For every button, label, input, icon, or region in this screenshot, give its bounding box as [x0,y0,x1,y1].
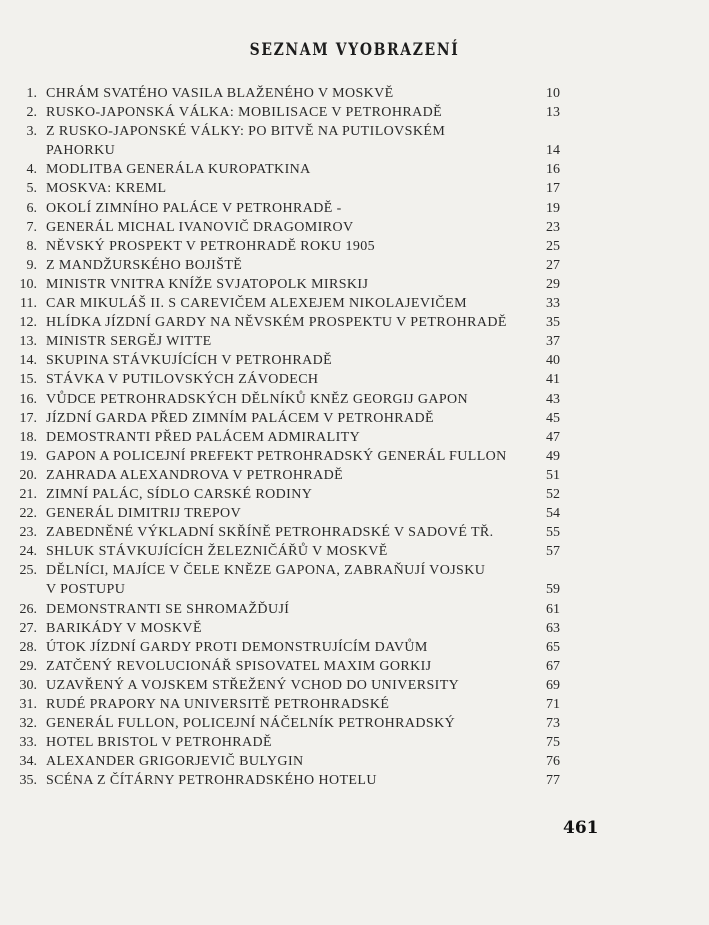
entry-number: 31. [19,697,37,712]
entry-title [46,218,546,237]
entry-number: 2. [26,105,37,121]
list-item [0,428,709,447]
entry-title-line: ZABEDNĚNÉ VÝKLADNÍ SKŘÍNĚ PETROHRADSKÉ V SADOVÉ TŘ. [46,525,494,541]
entry-title-line: Z MANDŽURSKÉHO BOJIŠTĚ [46,257,243,273]
entry-page: 29 [546,276,560,292]
entry-title-line: GAPON A POLICEJNÍ PREFEKT PETROHRADSKÝ GENERÁL FULLON [46,448,507,464]
entry-title-line: MOSKVA: KREML [46,181,167,197]
entry-number: 35. [19,773,37,789]
entry-title-line: V POSTUPU [46,582,126,598]
list-item [0,619,709,638]
list-item [0,351,709,370]
entry-title [46,160,546,179]
entry-title-line: ZIMNÍ PALÁC, SÍDLO CARSKÉ RODINY [46,486,313,502]
entry-title [46,275,546,294]
entry-page: 75 [546,735,560,751]
entry-number: 28. [19,639,37,655]
list-item [0,84,709,103]
entry-title-line: RUDÉ PRAPORY NA UNIVERSITĚ PETROHRADSKÉ [46,697,390,712]
entry-page: 52 [546,486,560,502]
entry-title [46,122,546,160]
entry-page: 33 [546,296,560,312]
entry-title-line: VŮDCE PETROHRADSKÝCH DĚLNÍKŮ KNĚZ GEORGIJ GAPON [46,391,469,407]
entry-number: 16. [19,391,37,407]
list-item [0,657,709,676]
entry-title-line: DEMOSTRANTI PŘED PALÁCEM ADMIRALITY [46,429,361,445]
entry-number: 34. [19,754,37,770]
entry-number: 11. [20,296,37,312]
entry-page: 37 [546,334,560,350]
entry-number: 5. [26,181,37,197]
entry-page: 16 [546,162,560,178]
list-item [0,160,709,179]
entry-title-line: ZATČENÝ REVOLUCIONÁŘ SPISOVATEL MAXIM GORKIJ [46,658,432,674]
entry-page: 19 [546,200,560,216]
entry-title [46,370,546,389]
entry-title [46,542,546,561]
list-item [0,122,709,160]
entry-title-line: SKUPINA STÁVKUJÍCÍCH V PETROHRADĚ [46,353,333,369]
entry-number: 8. [26,238,37,254]
entry-page: 55 [546,525,560,541]
entry-page: 73 [546,716,560,732]
entry-number: 13. [19,334,37,350]
entry-page: 51 [546,467,560,483]
entry-title [46,428,546,447]
entry-title [46,199,546,218]
list-item [0,676,709,695]
entry-title-line: UZAVŘENÝ A VOJSKEM STŘEŽENÝ VCHOD DO UNIVERSITY [46,677,460,693]
entry-page: 59 [546,582,560,598]
entry-title [46,657,546,676]
entry-title [46,103,546,122]
illustration-list [0,84,709,790]
entry-number: 25. [19,563,37,579]
entry-title-line: ALEXANDER GRIGORJEVIČ BULYGIN [46,754,304,770]
entry-title [46,600,546,619]
entry-number: 10. [19,276,37,292]
entry-title [46,485,546,504]
list-item [0,638,709,657]
entry-title-line: GENERÁL FULLON, POLICEJNÍ NÁČELNÍK PETROHRADSKÝ [46,716,456,732]
entry-title-line: SCÉNA Z ČÍTÁRNY PETROHRADSKÉHO HOTELU [46,773,377,789]
entry-title [46,447,546,466]
entry-page: 69 [546,677,560,693]
entry-title [46,409,546,428]
entry-number: 23. [19,525,37,541]
entry-page: 23 [546,219,560,235]
list-item [0,237,709,256]
entry-title [46,466,546,485]
entry-title-line: SHLUK STÁVKUJÍCÍCH ŽELEZNIČÁŘŮ V MOSKVĚ [46,544,388,560]
list-item [0,103,709,122]
entry-title-line: GENERÁL DIMITRIJ TREPOV [46,506,242,522]
entry-title [46,504,546,523]
list-item [0,218,709,237]
entry-title-line: OKOLÍ ZIMNÍHO PALÁCE V PETROHRADĚ - [46,200,342,216]
entry-number: 14. [19,353,37,369]
entry-number: 24. [19,544,37,560]
entry-title [46,676,546,695]
entry-title [46,256,546,275]
entry-title-line: Z RUSKO-JAPONSKÉ VÁLKY: PO BITVĚ NA PUTILOVSKÉM [46,124,446,140]
entry-number: 17. [19,410,37,426]
list-item [0,179,709,198]
entry-page: 65 [546,639,560,655]
entry-number: 22. [19,506,37,522]
list-item [0,370,709,389]
entry-title [46,523,546,542]
entry-title-line: MINISTR VNITRA KNÍŽE SVJATOPOLK MIRSKIJ [46,276,369,292]
list-item [0,561,709,599]
entry-title [46,752,546,771]
entry-page: 47 [546,429,560,445]
entry-title [46,332,546,351]
entry-title-line: DĚLNÍCI, MAJÍCE V ČELE KNĚZE GAPONA, ZABRAŇUJÍ VOJSKU [46,563,486,579]
entry-number: 32. [19,716,37,732]
entry-title [46,294,546,313]
list-item [0,542,709,561]
list-item [0,390,709,409]
list-item [0,294,709,313]
entry-title-line: MODLITBA GENERÁLA KUROPATKINA [46,162,311,178]
entry-number: 12. [19,315,37,331]
entry-page: 54 [546,506,560,522]
list-item [0,275,709,294]
entry-number: 27. [19,620,37,636]
entry-title-line: ÚTOK JÍZDNÍ GARDY PROTI DEMONSTRUJÍCÍM DAVŮM [46,639,428,655]
entry-title-line: HLÍDKA JÍZDNÍ GARDY NA NĚVSKÉM PROSPEKTU V PETROHRADĚ [46,315,507,331]
entry-number: 6. [26,200,37,216]
entry-title [46,351,546,370]
entry-page: 40 [546,353,560,369]
entry-number: 29. [19,658,37,674]
entry-number: 18. [19,429,37,445]
page-title: SEZNAM VYOBRAZENÍ [249,40,460,60]
entry-page: 67 [546,658,560,674]
entry-title [46,237,546,256]
list-item [0,447,709,466]
entry-number: 4. [26,162,37,178]
entry-title [46,619,546,638]
list-item [0,332,709,351]
entry-title-line: CAR MIKULÁŠ II. S CAREVIČEM ALEXEJEM NIKOLAJEVIČEM [46,296,467,312]
entry-title-line: MINISTR SERGĚJ WITTE [46,334,212,350]
entry-title [46,733,546,752]
list-item [0,199,709,218]
entry-title-line: DEMONSTRANTI SE SHROMAŽĎUJÍ [46,601,290,617]
entry-page: 71 [546,697,560,712]
entry-page: 27 [546,257,560,273]
entry-page: 35 [546,315,560,331]
entry-page: 63 [546,620,560,636]
entry-title-line: CHRÁM SVATÉHO VASILA BLAŽENÉHO V MOSKVĚ [46,86,394,101]
entry-page: 77 [546,773,560,789]
list-item [0,523,709,542]
entry-page: 76 [546,754,560,770]
entry-number: 1. [26,86,37,101]
entry-number: 30. [19,677,37,693]
entry-title-line: GENERÁL MICHAL IVANOVIČ DRAGOMIROV [46,219,354,235]
entry-title [46,638,546,657]
entry-page: 25 [546,238,560,254]
entry-page: 49 [546,448,560,464]
entry-page: 41 [546,372,560,388]
entry-number: 9. [26,257,37,273]
entry-title-line: STÁVKA V PUTILOVSKÝCH ZÁVODECH [46,372,319,388]
entry-number: 3. [26,124,37,140]
page-number: 461 [563,818,599,838]
entry-page: 14 [546,143,560,159]
entry-number: 26. [19,601,37,617]
list-item [0,752,709,771]
entry-number: 20. [19,467,37,483]
entry-number: 33. [19,735,37,751]
entry-page: 45 [546,410,560,426]
list-item [0,256,709,275]
entry-number: 21. [19,486,37,502]
entry-title-line: HOTEL BRISTOL V PETROHRADĚ [46,735,272,751]
entry-title-line: BARIKÁDY V MOSKVĚ [46,620,202,636]
list-item [0,733,709,752]
entry-title [46,390,546,409]
entry-number: 19. [19,448,37,464]
entry-title [46,695,546,714]
entry-title [46,714,546,733]
entry-number: 7. [26,219,37,235]
entry-title-line: PAHORKU [46,143,116,159]
list-item [0,504,709,523]
entry-title-line: JÍZDNÍ GARDA PŘED ZIMNÍM PALÁCEM V PETROHRADĚ [46,410,434,426]
list-item [0,771,709,790]
entry-title [46,84,546,103]
list-item [0,695,709,714]
entry-title [46,179,546,198]
list-item [0,485,709,504]
entry-number: 15. [19,372,37,388]
entry-page: 61 [546,601,560,617]
list-item [0,313,709,332]
list-item [0,600,709,619]
entry-page: 43 [546,391,560,407]
list-item [0,714,709,733]
entry-title-line: RUSKO-JAPONSKÁ VÁLKA: MOBILISACE V PETROHRADĚ [46,105,443,121]
entry-title [46,313,546,332]
list-item [0,409,709,428]
entry-page: 57 [546,544,560,560]
entry-page: 10 [546,86,560,101]
entry-title [46,771,546,790]
entry-page: 13 [546,105,560,121]
entry-title-line: ZAHRADA ALEXANDROVA V PETROHRADĚ [46,467,344,483]
entry-title [46,561,546,599]
list-item [0,466,709,485]
entry-page: 17 [546,181,560,197]
entry-title-line: NĚVSKÝ PROSPEKT V PETROHRADĚ ROKU 1905 [46,238,376,254]
